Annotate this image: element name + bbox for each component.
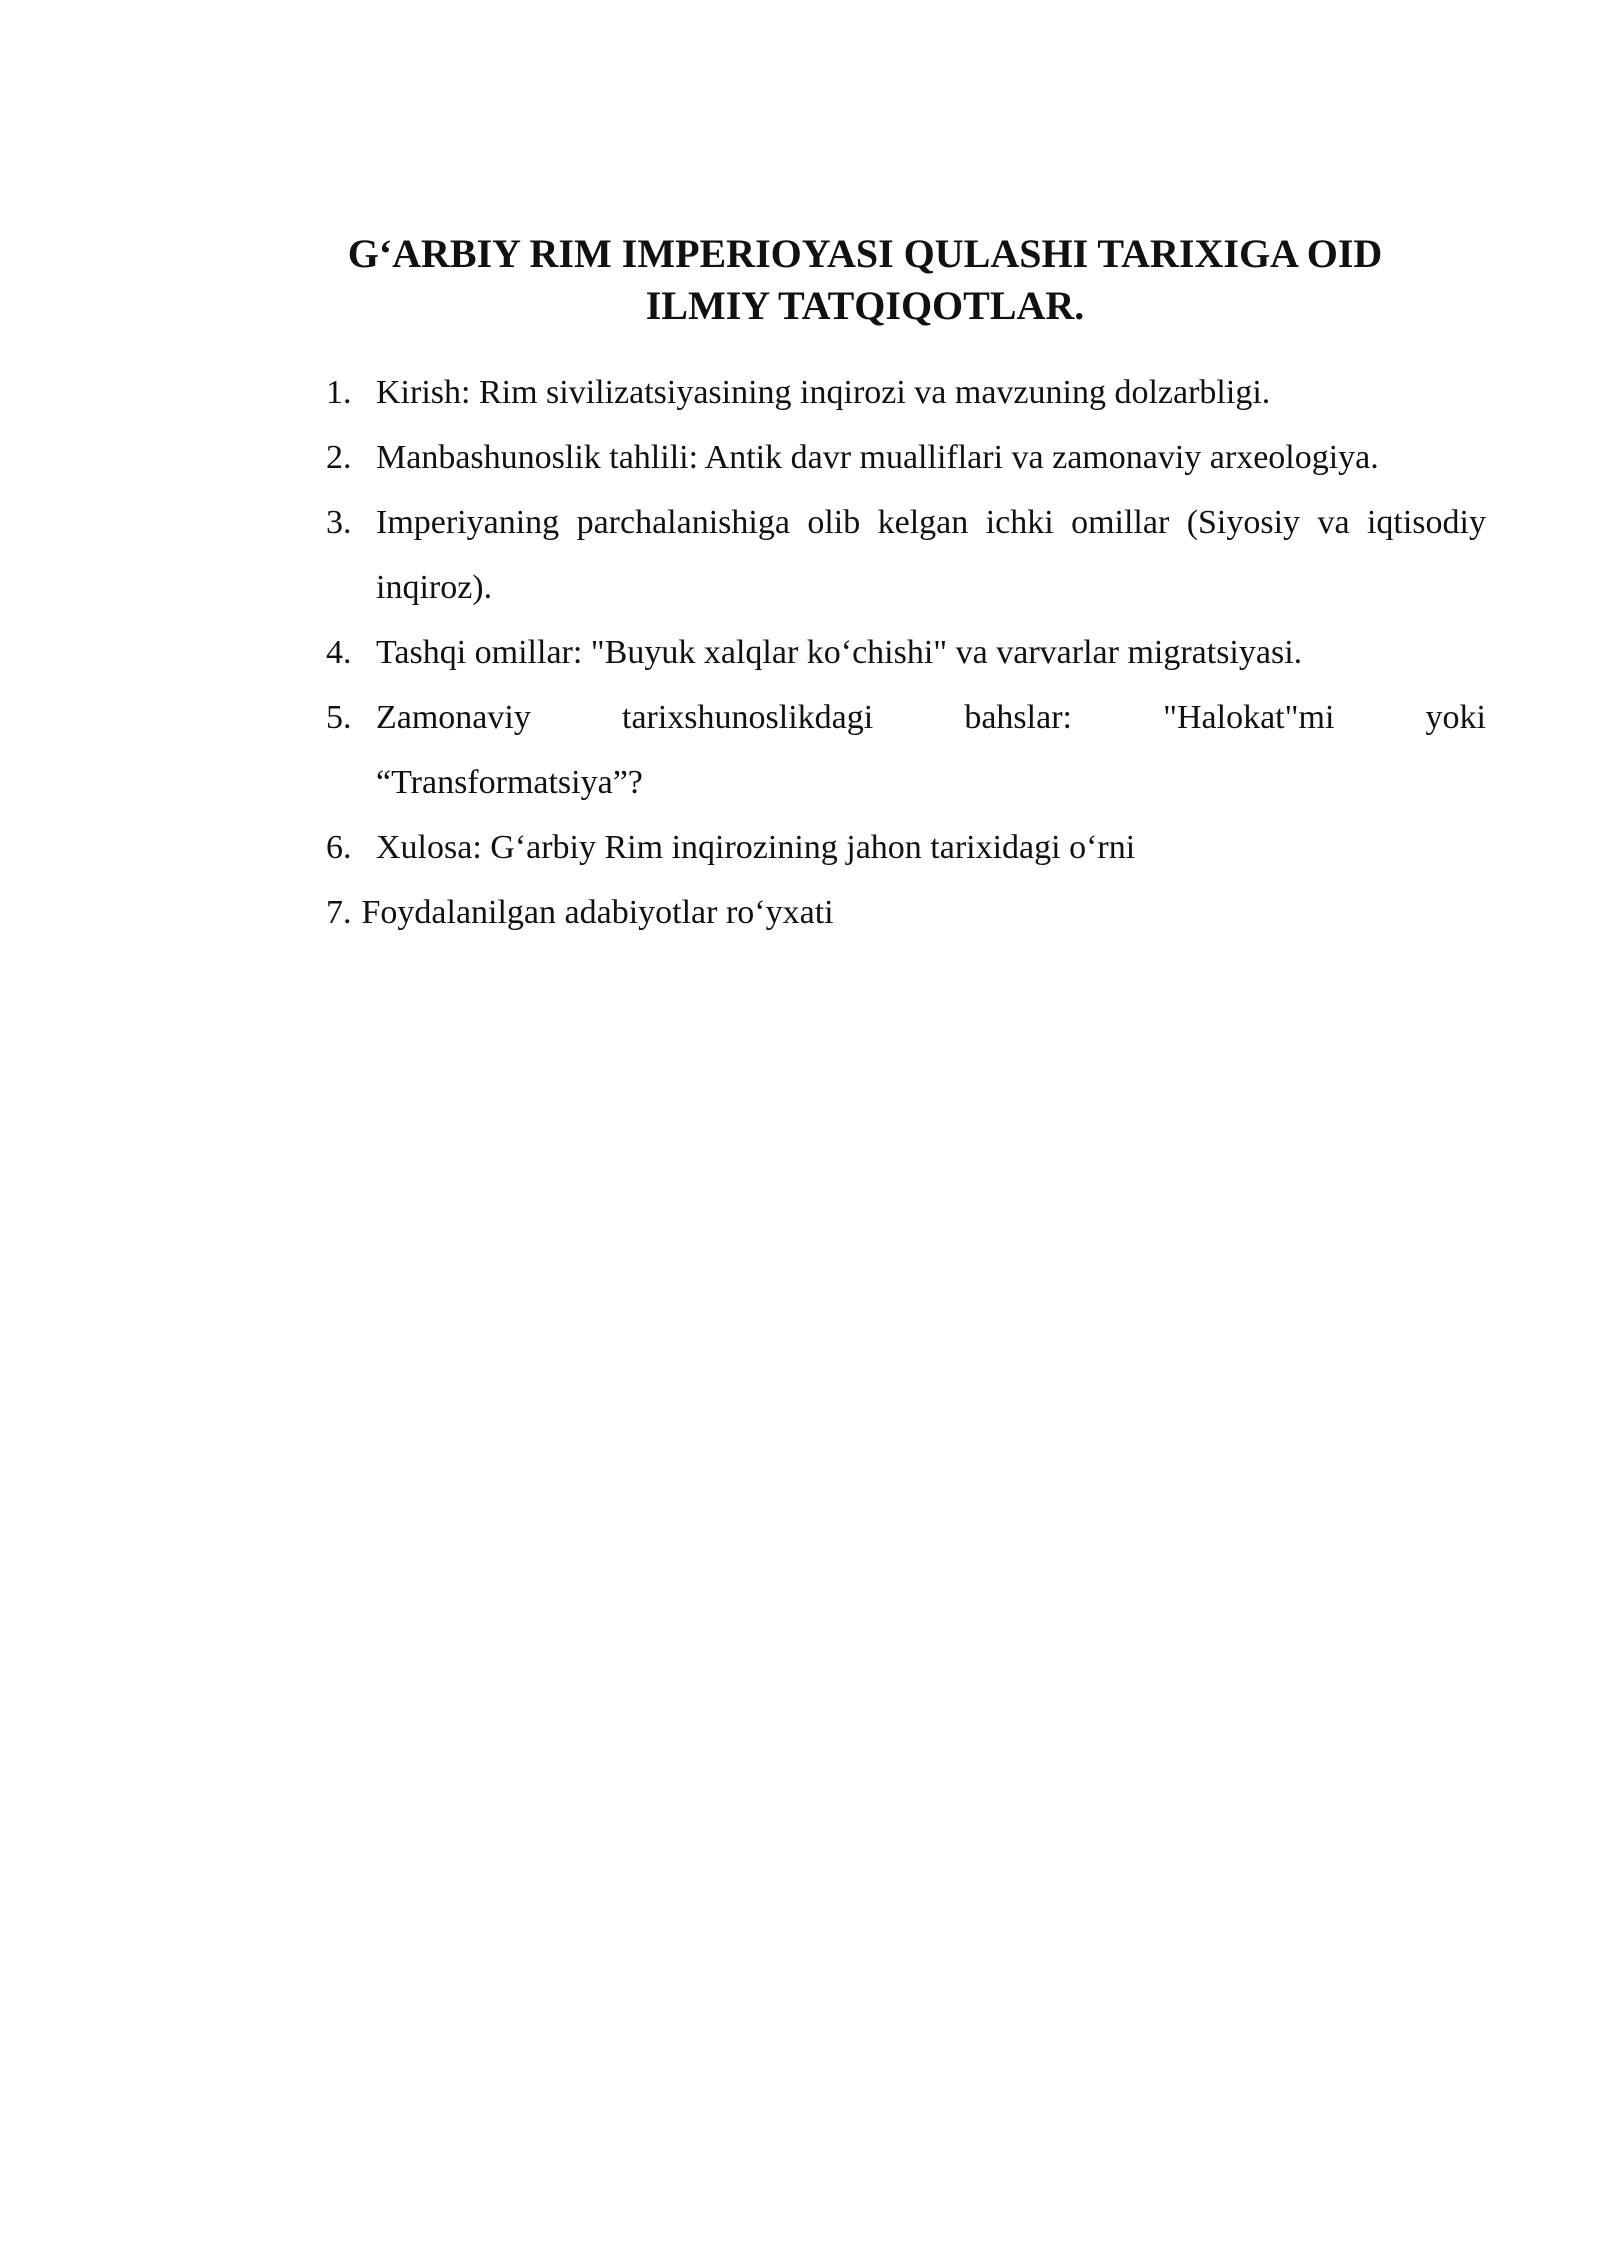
toc-item-text: Xulosa: G‘arbiy Rim inqirozining jahon tarixidagi o‘rni [376,829,1136,866]
toc-item-text: Tashqi omillar: "Buyuk xalqlar ko‘chishi" va varvarlar migratsiyasi. [376,634,1303,671]
toc-item-text [376,685,1486,801]
table-of-contents [326,360,1486,945]
toc-item-text: Foydalanilgan adabiyotlar ro‘yxati [361,894,834,931]
toc-item-number: 4. [326,634,352,671]
toc-item-text: Kirish: Rim sivilizatsiyasining inqirozi va mavzuning dolzarbligi. [376,374,1271,411]
toc-item-number: 2. [326,439,352,476]
title-line-2: ILMIY TATQIQOTLAR. [645,283,1085,328]
toc-item [326,360,1486,425]
document-title [290,228,1440,332]
toc-item [326,880,1486,945]
toc-item [326,815,1486,880]
toc-item-text: Imperiyaning parchalanishiga olib kelgan ichki omillar (Siyosiy va iqtisodiy inqiroz). [376,504,1486,606]
toc-item-number: 5. [326,699,352,736]
toc-item-text-line-2: “Transformatsiya”? [376,764,643,801]
toc-item-number: 6. [326,829,352,866]
toc-item [326,620,1486,685]
title-line-1: G‘ARBIY RIM IMPERIOYASI QULASHI TARIXIGA OID [347,231,1383,276]
toc-item-text: Manbashunoslik tahlili: Antik davr mualliflari va zamonaviy arxeologiya. [376,439,1379,476]
toc-item-number: 7. [326,894,352,931]
toc-item-number: 1. [326,374,352,411]
toc-item-text-line-1: Zamonaviy tarixshunoslikdagi bahslar: "Halokat"mi yoki [376,699,1486,736]
toc-item [326,685,1486,815]
toc-item-number: 3. [326,504,352,541]
toc-item [326,490,1486,620]
toc-item [326,425,1486,490]
